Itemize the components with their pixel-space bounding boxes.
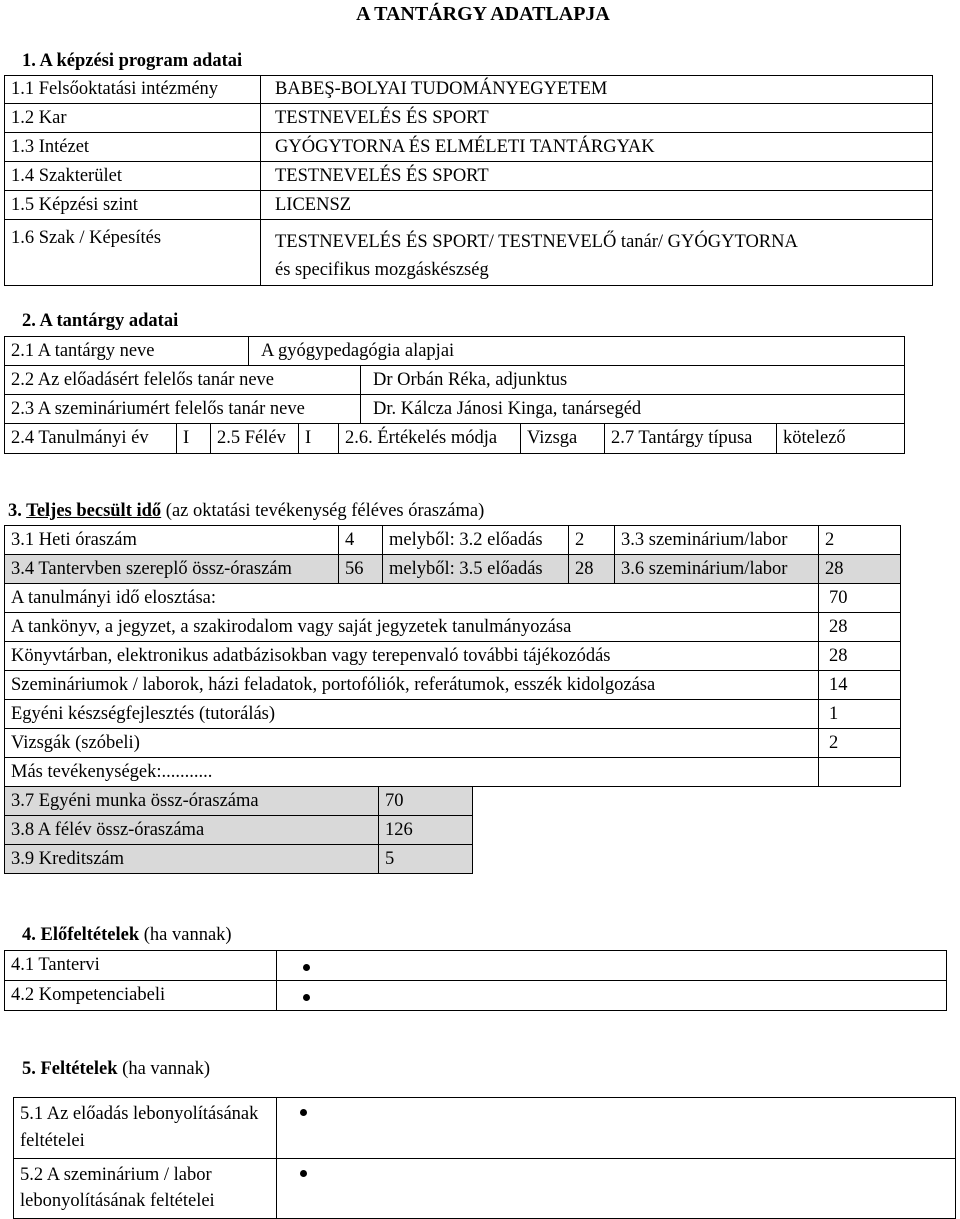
row-label: 1.5 Képzési szint: [5, 191, 261, 220]
section-4-title: 4. Előfeltételek: [22, 925, 140, 945]
row-value: TESTNEVELÉS ÉS SPORT: [261, 104, 933, 133]
lecture-hours-value: 2: [569, 526, 615, 555]
distribution-value: 70: [819, 584, 901, 613]
semester-value: I: [299, 424, 339, 454]
table-row: [5, 162, 933, 191]
course-attributes-table: [4, 423, 905, 454]
table-row: [5, 104, 933, 133]
seminar-hours-value: 2: [819, 526, 901, 555]
section-3-number: 3.: [8, 501, 27, 521]
row-value: LICENSZ: [261, 191, 933, 220]
table-row: [14, 1098, 956, 1159]
distribution-label: Vizsgák (szóbeli): [5, 729, 819, 758]
table-row: [5, 337, 905, 366]
section-1-heading: 1. A képzési program adatai: [22, 51, 243, 71]
table-row: [5, 758, 901, 787]
table-row: [5, 191, 933, 220]
row-value-line-2: és specifikus mozgáskészség: [275, 259, 489, 280]
curricular-prereq-label: 4.1 Tantervi: [5, 951, 277, 981]
distribution-label: Könyvtárban, elektronikus adatbázisokban vagy terepenvaló további tájékozódás: [5, 642, 819, 671]
lecture-conditions-value: [277, 1098, 956, 1159]
section-4-heading: [22, 926, 232, 945]
row-value: GYÓGYTORNA ÉS ELMÉLETI TANTÁRGYAK: [261, 133, 933, 162]
distribution-value: 14: [819, 671, 901, 700]
seminar-lecturer-value: Dr. Kálcza Jánosi Kinga, tanársegéd: [361, 395, 905, 424]
table-row: [5, 981, 947, 1011]
section-3-heading: [8, 502, 484, 521]
weekly-hours-label: 3.1 Heti óraszám: [5, 526, 339, 555]
lecturer-table: [4, 365, 905, 424]
study-year-label: 2.4 Tanulmányi év: [5, 424, 177, 454]
row-label: 1.6 Szak / Képesítés: [5, 220, 261, 286]
table-row: [5, 671, 901, 700]
table-row: [5, 816, 473, 845]
table-row: [5, 366, 905, 395]
distribution-value: 28: [819, 642, 901, 671]
table-row: [5, 526, 901, 555]
table-row: [5, 76, 933, 104]
table-row: [5, 845, 473, 874]
semester-total-value: 126: [379, 816, 473, 845]
section-3-subtitle: (az oktatási tevékenység féléves óraszáma): [161, 501, 485, 521]
row-value: BABEŞ-BOLYAI TUDOMÁNYEGYETEM: [261, 76, 933, 104]
prerequisites-table: [4, 950, 947, 1011]
table-row: [5, 729, 901, 758]
distribution-label: Egyéni készségfejlesztés (tutorálás): [5, 700, 819, 729]
bullet-icon: [303, 994, 310, 1001]
program-data-table: [4, 75, 933, 286]
totals-table: [4, 786, 473, 874]
distribution-value: [819, 758, 901, 787]
curricular-prereq-value: [277, 951, 947, 981]
conditions-table: [13, 1097, 956, 1219]
course-name-table: [4, 336, 905, 366]
total-seminar-value: 28: [819, 555, 901, 584]
seminar-lecturer-label: 2.3 A szemináriumért felelős tanár neve: [5, 395, 361, 424]
seminar-hours-label: 3.3 szeminárium/labor: [615, 526, 819, 555]
weekly-hours-value: 4: [339, 526, 383, 555]
distribution-label: Szemináriumok / laborok, házi feladatok, portofóliók, referátumok, esszék kidolgozása: [5, 671, 819, 700]
total-hours-value: 56: [339, 555, 383, 584]
total-hours-label: 3.4 Tantervben szereplő össz-óraszám: [5, 555, 339, 584]
table-row: [5, 613, 901, 642]
study-year-value: I: [177, 424, 211, 454]
course-name-value: A gyógypedagógia alapjai: [249, 337, 905, 366]
row-label: 1.1 Felsőoktatási intézmény: [5, 76, 261, 104]
bullet-icon: [300, 1109, 307, 1116]
distribution-value: 1: [819, 700, 901, 729]
distribution-value: 2: [819, 729, 901, 758]
section-5-heading: [22, 1060, 210, 1079]
total-lecture-label: melyből: 3.5 előadás: [383, 555, 569, 584]
distribution-label: Más tevékenységek:...........: [5, 758, 819, 787]
page-title: A TANTÁRGY ADATLAPJA: [356, 3, 610, 25]
time-distribution-table: [4, 583, 901, 787]
evaluation-label: 2.6. Értékelés módja: [339, 424, 521, 454]
lecture-hours-label: melyből: 3.2 előadás: [383, 526, 569, 555]
credits-value: 5: [379, 845, 473, 874]
course-type-value: kötelező: [777, 424, 905, 454]
lecture-conditions-label: 5.1 Az előadás lebonyolításának feltételei: [14, 1098, 277, 1159]
lecturer-value: Dr Orbán Réka, adjunktus: [361, 366, 905, 395]
individual-work-label: 3.7 Egyéni munka össz-óraszáma: [5, 787, 379, 816]
section-5-title: 5. Feltételek: [22, 1059, 118, 1079]
section-5-subtitle: (ha vannak): [117, 1059, 211, 1079]
competence-prereq-label: 4.2 Kompetenciabeli: [5, 981, 277, 1011]
seminar-conditions-value: [277, 1158, 956, 1219]
evaluation-value: Vizsga: [521, 424, 605, 454]
lecturer-label: 2.2 Az előadásért felelős tanár neve: [5, 366, 361, 395]
bullet-icon: [300, 1170, 307, 1177]
row-value-line-1: TESTNEVELÉS ÉS SPORT/ TESTNEVELŐ tanár/ GYÓGYTORNA: [275, 232, 798, 252]
table-row: [5, 133, 933, 162]
distribution-label: A tankönyv, a jegyzet, a szakirodalom vagy saját jegyzetek tanulmányozása: [5, 613, 819, 642]
table-row: [5, 395, 905, 424]
section-3-title: Teljes becsült idő: [26, 501, 162, 521]
hours-table: [4, 525, 901, 584]
row-value: [261, 220, 933, 286]
total-seminar-label: 3.6 szeminárium/labor: [615, 555, 819, 584]
section-4-subtitle: (ha vannak): [139, 925, 232, 945]
row-label: 1.4 Szakterület: [5, 162, 261, 191]
table-row: [5, 555, 901, 584]
distribution-label: A tanulmányi idő elosztása:: [5, 584, 819, 613]
table-row: [5, 584, 901, 613]
bullet-icon: [303, 964, 310, 971]
semester-label: 2.5 Félév: [211, 424, 299, 454]
table-row: [5, 787, 473, 816]
total-lecture-value: 28: [569, 555, 615, 584]
table-row: [5, 700, 901, 729]
table-row: [5, 424, 905, 454]
course-type-label: 2.7 Tantárgy típusa: [605, 424, 777, 454]
credits-label: 3.9 Kreditszám: [5, 845, 379, 874]
section-2-heading: 2. A tantárgy adatai: [22, 311, 179, 331]
row-label: 1.3 Intézet: [5, 133, 261, 162]
distribution-value: 28: [819, 613, 901, 642]
table-row: [14, 1158, 956, 1219]
row-value: TESTNEVELÉS ÉS SPORT: [261, 162, 933, 191]
seminar-conditions-label: 5.2 A szeminárium / labor lebonyolításának feltételei: [14, 1158, 277, 1219]
individual-work-value: 70: [379, 787, 473, 816]
table-row: [5, 642, 901, 671]
semester-total-label: 3.8 A félév össz-óraszáma: [5, 816, 379, 845]
table-row: [5, 951, 947, 981]
row-label: 1.2 Kar: [5, 104, 261, 133]
competence-prereq-value: [277, 981, 947, 1011]
table-row: [5, 220, 933, 286]
course-name-label: 2.1 A tantárgy neve: [5, 337, 249, 366]
